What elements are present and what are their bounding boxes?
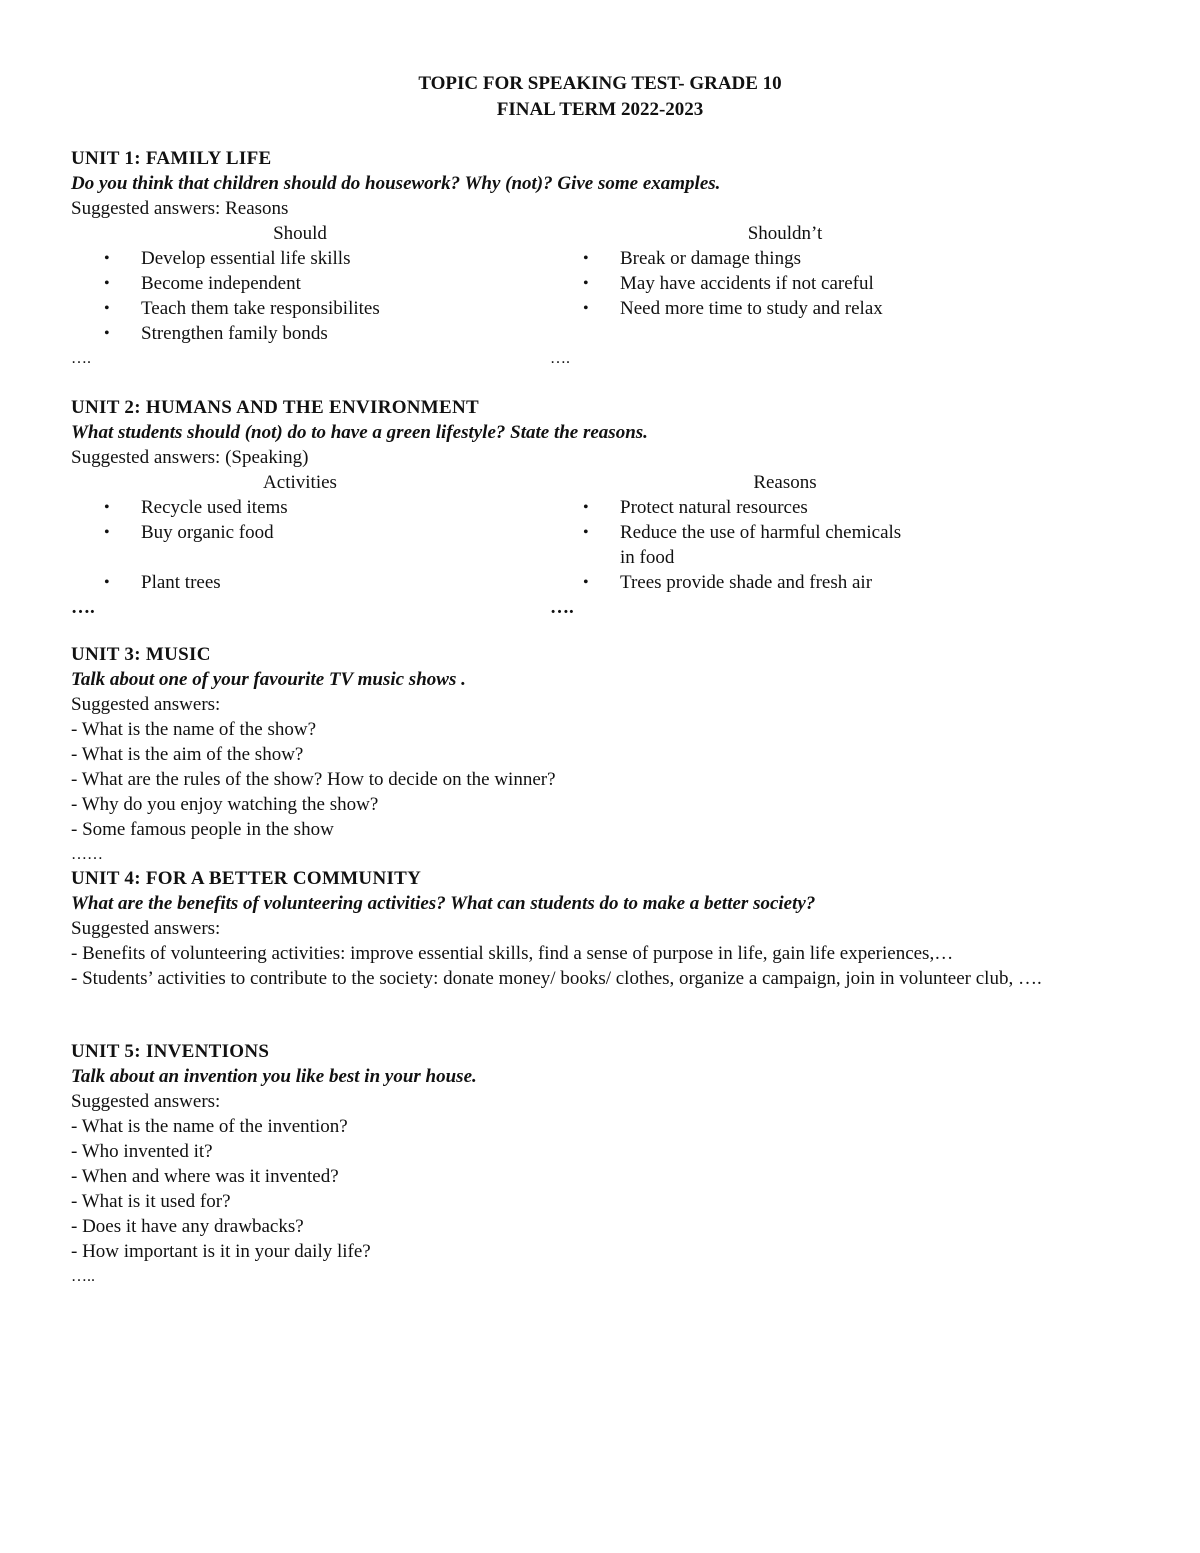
list-item: • Protect natural resources <box>583 497 808 518</box>
unit-2-section <box>71 395 1131 620</box>
list-item: • May have accidents if not careful <box>583 273 874 294</box>
list-item: • Need more time to study and relax <box>583 298 883 319</box>
unit-1-should-column <box>71 221 541 371</box>
unit-2-heading: UNIT 2: HUMANS AND THE ENVIRONMENT <box>71 397 480 418</box>
unit-2-right-ellipsis: …. <box>550 597 574 618</box>
unit-3-answer-line: - What is the aim of the show? <box>71 744 304 765</box>
bullet-icon: • <box>104 325 110 342</box>
unit-3-suggested: Suggested answers: <box>71 694 221 715</box>
unit-5-heading: UNIT 5: INVENTIONS <box>71 1041 270 1062</box>
unit-3-ellipsis: …… <box>71 846 103 863</box>
list-item: • Break or damage things <box>583 248 801 269</box>
unit-1-shouldnt-column <box>550 221 980 371</box>
unit-1-section <box>71 146 1131 371</box>
unit-5-answer-line: - Who invented it? <box>71 1141 213 1162</box>
unit-2-reasons-heading: Reasons <box>753 472 817 493</box>
bullet-icon: • <box>104 250 110 267</box>
bullet-icon: • <box>104 300 110 317</box>
unit-5-question: Talk about an invention you like best in your house. <box>71 1066 477 1087</box>
unit-4-heading: UNIT 4: FOR A BETTER COMMUNITY <box>71 868 422 889</box>
unit-1-shouldnt-heading: Shouldn’t <box>747 223 823 244</box>
bullet-icon: • <box>583 275 589 292</box>
unit-1-shouldnt-list <box>550 246 980 346</box>
list-item: • Reduce the use of harmful chemicals in food <box>583 522 902 568</box>
unit-3-answer-line: - What are the rules of the show? How to decide on the winner? <box>71 769 556 790</box>
unit-5-answer-line: - How important is it in your daily life? <box>71 1241 371 1262</box>
unit-5-answer-line: - What is it used for? <box>71 1191 231 1212</box>
unit-2-reasons-list <box>550 495 980 595</box>
bullet-icon: • <box>583 250 589 267</box>
unit-4-answer-line: - Benefits of volunteering activities: improve essential skills, find a sense of purpose in life, gain life experiences,… <box>71 943 954 964</box>
list-item: • Recycle used items <box>104 497 288 518</box>
unit-4-answer-line: - Students’ activities to contribute to the society: donate money/ books/ clothes, organize a campaign, join in volunteer club, …. <box>71 968 1042 989</box>
title-line-1: TOPIC FOR SPEAKING TEST- GRADE 10 <box>418 73 782 94</box>
unit-3-answer-line: - Some famous people in the show <box>71 819 334 840</box>
unit-5-suggested: Suggested answers: <box>71 1091 221 1112</box>
list-item: • Develop essential life skills <box>104 248 351 269</box>
unit-3-heading: UNIT 3: MUSIC <box>71 644 211 665</box>
unit-1-right-ellipsis: …. <box>550 350 570 367</box>
unit-4-section <box>71 866 1131 991</box>
unit-3-section <box>71 642 1131 867</box>
list-item: • Teach them take responsibilites <box>104 298 380 319</box>
unit-5-answer-line: - When and where was it invented? <box>71 1166 339 1187</box>
bullet-icon: • <box>583 524 589 541</box>
list-item: • Buy organic food <box>104 522 274 543</box>
unit-1-columns <box>71 221 1131 371</box>
list-item: • Trees provide shade and fresh air <box>583 572 873 593</box>
unit-3-answer-line: - What is the name of the show? <box>71 719 316 740</box>
bullet-icon: • <box>583 300 589 317</box>
unit-2-left-ellipsis: …. <box>71 597 95 618</box>
bullet-icon: • <box>104 275 110 292</box>
unit-2-question: What students should (not) do to have a green lifestyle? State the reasons. <box>71 422 648 443</box>
unit-1-question: Do you think that children should do housework? Why (not)? Give some examples. <box>71 173 721 194</box>
bullet-icon: • <box>104 574 110 591</box>
title-line-2: FINAL TERM 2022-2023 <box>496 99 704 120</box>
document-title <box>0 71 1200 123</box>
bullet-icon: • <box>104 524 110 541</box>
list-item: • Become independent <box>104 273 301 294</box>
unit-4-question: What are the benefits of volunteering activities? What can students do to make a better society? <box>71 893 816 914</box>
bullet-icon: • <box>104 499 110 516</box>
unit-1-should-heading: Should <box>273 223 327 244</box>
unit-1-suggested: Suggested answers: Reasons <box>71 198 289 219</box>
unit-1-left-ellipsis: …. <box>71 350 91 367</box>
unit-2-suggested: Suggested answers: (Speaking) <box>71 447 309 468</box>
list-item: • Plant trees <box>104 572 221 593</box>
unit-5-answer-line: - What is the name of the invention? <box>71 1116 348 1137</box>
unit-3-question: Talk about one of your favourite TV music shows . <box>71 669 466 690</box>
unit-2-activities-list <box>71 495 541 595</box>
unit-3-answer-line: - Why do you enjoy watching the show? <box>71 794 379 815</box>
unit-1-heading: UNIT 1: FAMILY LIFE <box>71 148 272 169</box>
unit-1-should-list <box>71 246 541 346</box>
unit-4-suggested: Suggested answers: <box>71 918 221 939</box>
unit-5-section <box>71 1039 1131 1289</box>
unit-2-activities-column <box>71 470 541 620</box>
unit-2-reasons-column <box>550 470 980 620</box>
unit-2-columns <box>71 470 1131 620</box>
bullet-icon: • <box>583 499 589 516</box>
unit-2-activities-heading: Activities <box>263 472 337 493</box>
unit-5-answer-line: - Does it have any drawbacks? <box>71 1216 304 1237</box>
list-item: • Strengthen family bonds <box>104 323 328 344</box>
bullet-icon: • <box>583 574 589 591</box>
unit-5-ellipsis: ….. <box>71 1268 95 1285</box>
